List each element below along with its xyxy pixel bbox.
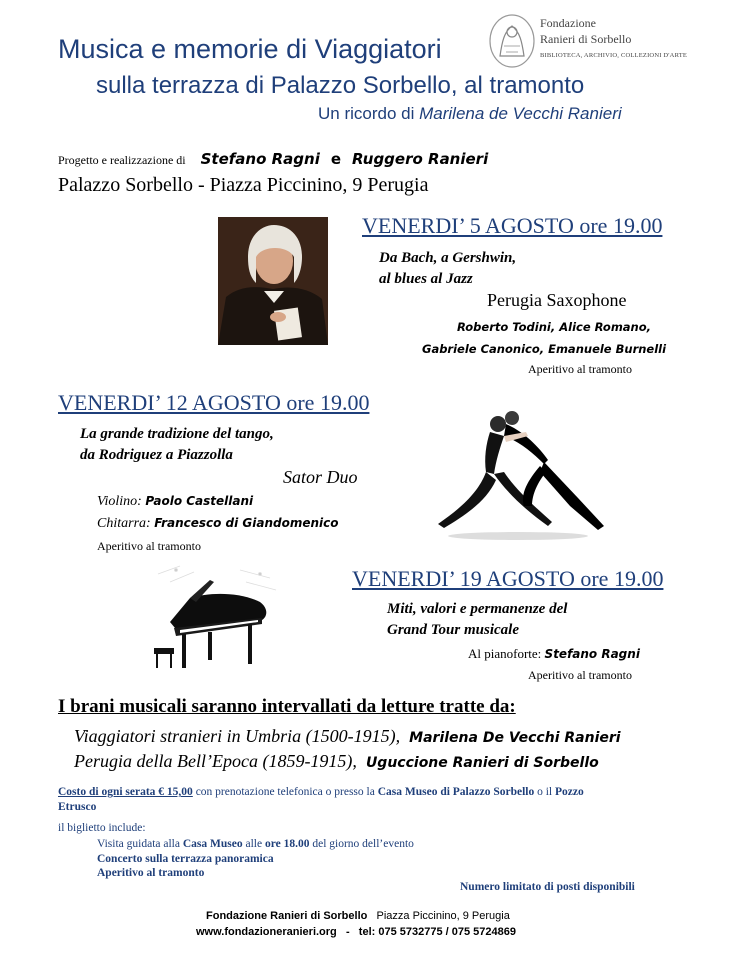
reading-2 — [74, 751, 599, 772]
grand-piano-icon — [150, 562, 282, 682]
subtitle-prefix: Un ricordo di — [318, 104, 420, 123]
footer-contact-line — [196, 926, 516, 938]
piano-name: Stefano Ragni — [544, 647, 640, 661]
page-title-line2: sulla terrazza di Palazzo Sorbello, al tramonto — [96, 72, 585, 99]
readings-heading: I brani musicali saranno intervallati da letture tratte da: — [58, 696, 516, 717]
event3-aperitivo: Aperitivo al tramonto — [528, 668, 632, 682]
event3-piano — [468, 646, 640, 662]
guitar-label: Chitarra: — [97, 516, 155, 531]
inc1-b: Casa Museo — [182, 838, 243, 850]
event1-line1: Da Bach, a Gershwin, — [379, 250, 517, 266]
bach-portrait-icon — [218, 217, 328, 345]
event2-heading: VENERDI’ 12 AGOSTO ore 19.00 — [58, 390, 370, 415]
logo-line2: Ranieri di Sorbello — [540, 32, 632, 46]
inc1-c: alle — [242, 838, 265, 850]
venue: Palazzo Sorbello - Piazza Piccinino, 9 Perugia — [58, 174, 429, 196]
event1-ensemble: Perugia Saxophone — [487, 290, 627, 310]
inc1-e: del giorno dell’evento — [309, 838, 414, 850]
event2-guitar — [97, 516, 339, 532]
logo-line1: Fondazione — [540, 16, 596, 30]
foundation-logo — [486, 12, 686, 74]
include-3: Aperitivo al tramonto — [97, 867, 205, 879]
reading2-author: Uguccione Ranieri di Sorbello — [365, 755, 599, 771]
event2-line1: La grande tradizione del tango, — [80, 426, 274, 442]
include-2: Concerto sulla terrazza panoramica — [97, 853, 274, 865]
inc1-d: ore 18.00 — [264, 838, 310, 850]
foundation-emblem-icon — [486, 12, 538, 70]
piano-label: Al pianoforte: — [468, 646, 545, 661]
violin-label: Violino: — [97, 494, 146, 509]
reading2-book: Perugia della Bell’Epoca (1859-1915), — [74, 751, 357, 771]
footer-tel: tel: 075 5732775 / 075 5724869 — [358, 926, 516, 938]
footer-sep: - — [345, 926, 350, 938]
footer-web[interactable]: www.fondazioneranieri.org — [196, 926, 337, 938]
price-rest2: o il — [534, 786, 555, 798]
event3-heading: VENERDI’ 19 AGOSTO ore 19.00 — [352, 566, 664, 591]
event1-players2: Gabriele Canonico, Emanuele Burnelli — [422, 342, 667, 356]
project-person1: Stefano Ragni — [200, 150, 320, 168]
logo-line3: BIBLIOTECA, ARCHIVIO, COLLEZIONI D'ARTE — [540, 52, 688, 59]
event1-players1: Roberto Todini, Alice Romano, — [457, 320, 652, 334]
event1-aperitivo: Aperitivo al tramonto — [528, 362, 632, 376]
footer-address: Piazza Piccinino, 9 Perugia — [376, 910, 510, 922]
footer-org-line — [206, 910, 510, 922]
bach-portrait — [218, 217, 328, 345]
event1-heading: VENERDI’ 5 AGOSTO ore 19.00 — [362, 213, 663, 238]
subtitle — [318, 104, 622, 124]
event2-violin — [97, 494, 253, 510]
event2-ensemble: Sator Duo — [283, 467, 358, 487]
violin-name: Paolo Castellani — [145, 494, 254, 508]
place-casa-museo: Casa Museo di Palazzo Sorbello — [377, 786, 535, 798]
subtitle-author: Marilena de Vecchi Ranieri — [419, 104, 622, 123]
pricing-line — [58, 786, 584, 798]
place-pozzo: Pozzo — [555, 786, 584, 798]
reading1-author: Marilena De Vecchi Ranieri — [409, 730, 621, 746]
place-pozzo-2: Etrusco — [58, 801, 97, 813]
event3-line2: Grand Tour musicale — [387, 622, 519, 638]
event1-line2: al blues al Jazz — [379, 271, 473, 287]
project-conj: e — [330, 150, 342, 168]
price: Costo di ogni serata € 15,00 — [58, 786, 193, 798]
include-1 — [97, 838, 414, 850]
footer-org: Fondazione Ranieri di Sorbello — [206, 910, 368, 922]
limited-seats: Numero limitato di posti disponibili — [460, 881, 635, 893]
event2-line2: da Rodriguez a Piazzolla — [80, 447, 233, 463]
reading-1 — [74, 726, 621, 747]
price-rest1: con prenotazione telefonica o presso la — [192, 786, 378, 798]
event3-line1: Miti, valori e permanenze del — [387, 601, 568, 617]
project-person2: Ruggero Ranieri — [352, 150, 489, 168]
reading1-book: Viaggiatori stranieri in Umbria (1500-1915), — [74, 726, 401, 746]
page-title: Musica e memorie di Viaggiatori — [58, 34, 442, 64]
includes-label: il biglietto include: — [58, 822, 146, 834]
event2-aperitivo: Aperitivo al tramonto — [97, 539, 201, 553]
project-label: Progetto e realizzazione di — [58, 153, 186, 167]
piano-image — [150, 562, 282, 682]
guitar-name: Francesco di Giandomenico — [154, 516, 339, 530]
tango-dancers-image — [428, 402, 612, 542]
inc1-a: Visita guidata alla — [97, 838, 183, 850]
project-credit — [58, 150, 488, 168]
tango-dancers-icon — [428, 402, 612, 542]
